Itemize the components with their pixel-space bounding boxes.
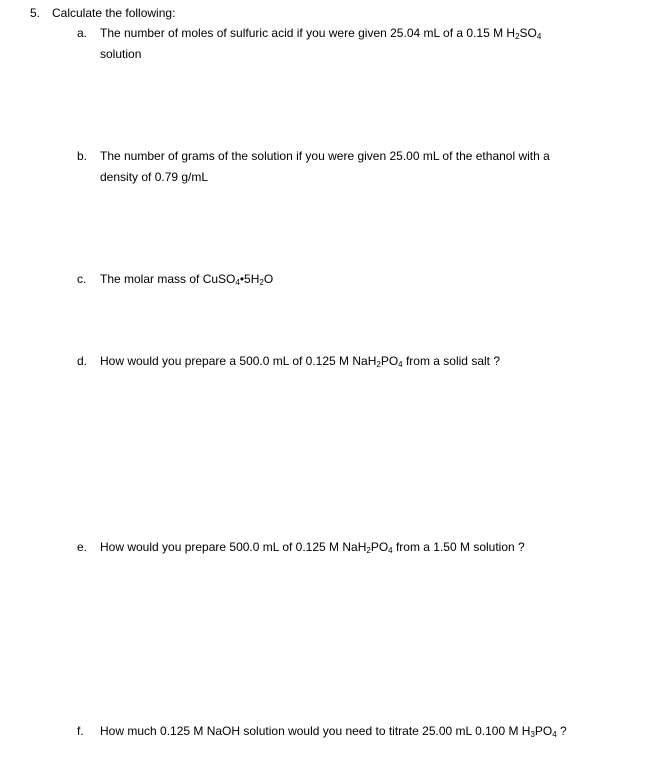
subscript: 4 [388, 546, 393, 555]
item-text [100, 271, 273, 287]
subscript: 2 [366, 546, 371, 555]
text-part: How much 0.125 M NaOH solution would you need to titrate 25.00 mL 0.100 M H [100, 724, 531, 738]
item-text [100, 723, 567, 739]
text-part: The molar mass of CuSO [100, 272, 236, 286]
item-marker: f. [77, 724, 84, 738]
item-text [100, 539, 525, 555]
subscript: 2 [515, 32, 520, 41]
subscript: 3 [530, 730, 535, 739]
subscript: 4 [398, 360, 403, 369]
item-text [100, 353, 500, 369]
question-number: 5. [30, 6, 41, 20]
text-part: from a 1.50 M solution ? [392, 540, 525, 554]
subscript: 2 [259, 278, 264, 287]
subscript: 4 [536, 32, 542, 41]
text-part: •5H [239, 272, 260, 286]
item-marker: a. [77, 26, 88, 40]
item-marker: d. [77, 354, 88, 368]
question-title: Calculate the following: [52, 6, 176, 20]
item-text-line2: density of 0.79 g/mL [100, 170, 209, 184]
item-marker: e. [77, 540, 88, 554]
item-text-line2: solution [100, 47, 142, 61]
subscript: 2 [376, 360, 381, 369]
text-part: SO [519, 26, 537, 40]
text-part: O [263, 272, 274, 286]
text-part: The number of moles of sulfuric acid if you were given 25.04 mL of a 0.15 M H [100, 26, 516, 40]
text-part: PO [534, 724, 553, 738]
text-part: ? [556, 724, 567, 738]
text-part: from a solid salt ? [402, 354, 500, 368]
item-marker: c. [77, 272, 87, 286]
item-text: The number of grams of the solution if you were given 25.00 mL of the ethanol with a [100, 149, 550, 163]
text-part: PO [370, 540, 389, 554]
subscript: 4 [552, 730, 557, 739]
subscript: 4 [235, 278, 240, 287]
item-marker: b. [77, 149, 88, 163]
text-part: How would you prepare a 500.0 mL of 0.125 M NaH [100, 354, 377, 368]
text-part: How would you prepare 500.0 mL of 0.125 M NaH [100, 540, 367, 554]
text-part: PO [380, 354, 399, 368]
item-text [100, 25, 541, 41]
